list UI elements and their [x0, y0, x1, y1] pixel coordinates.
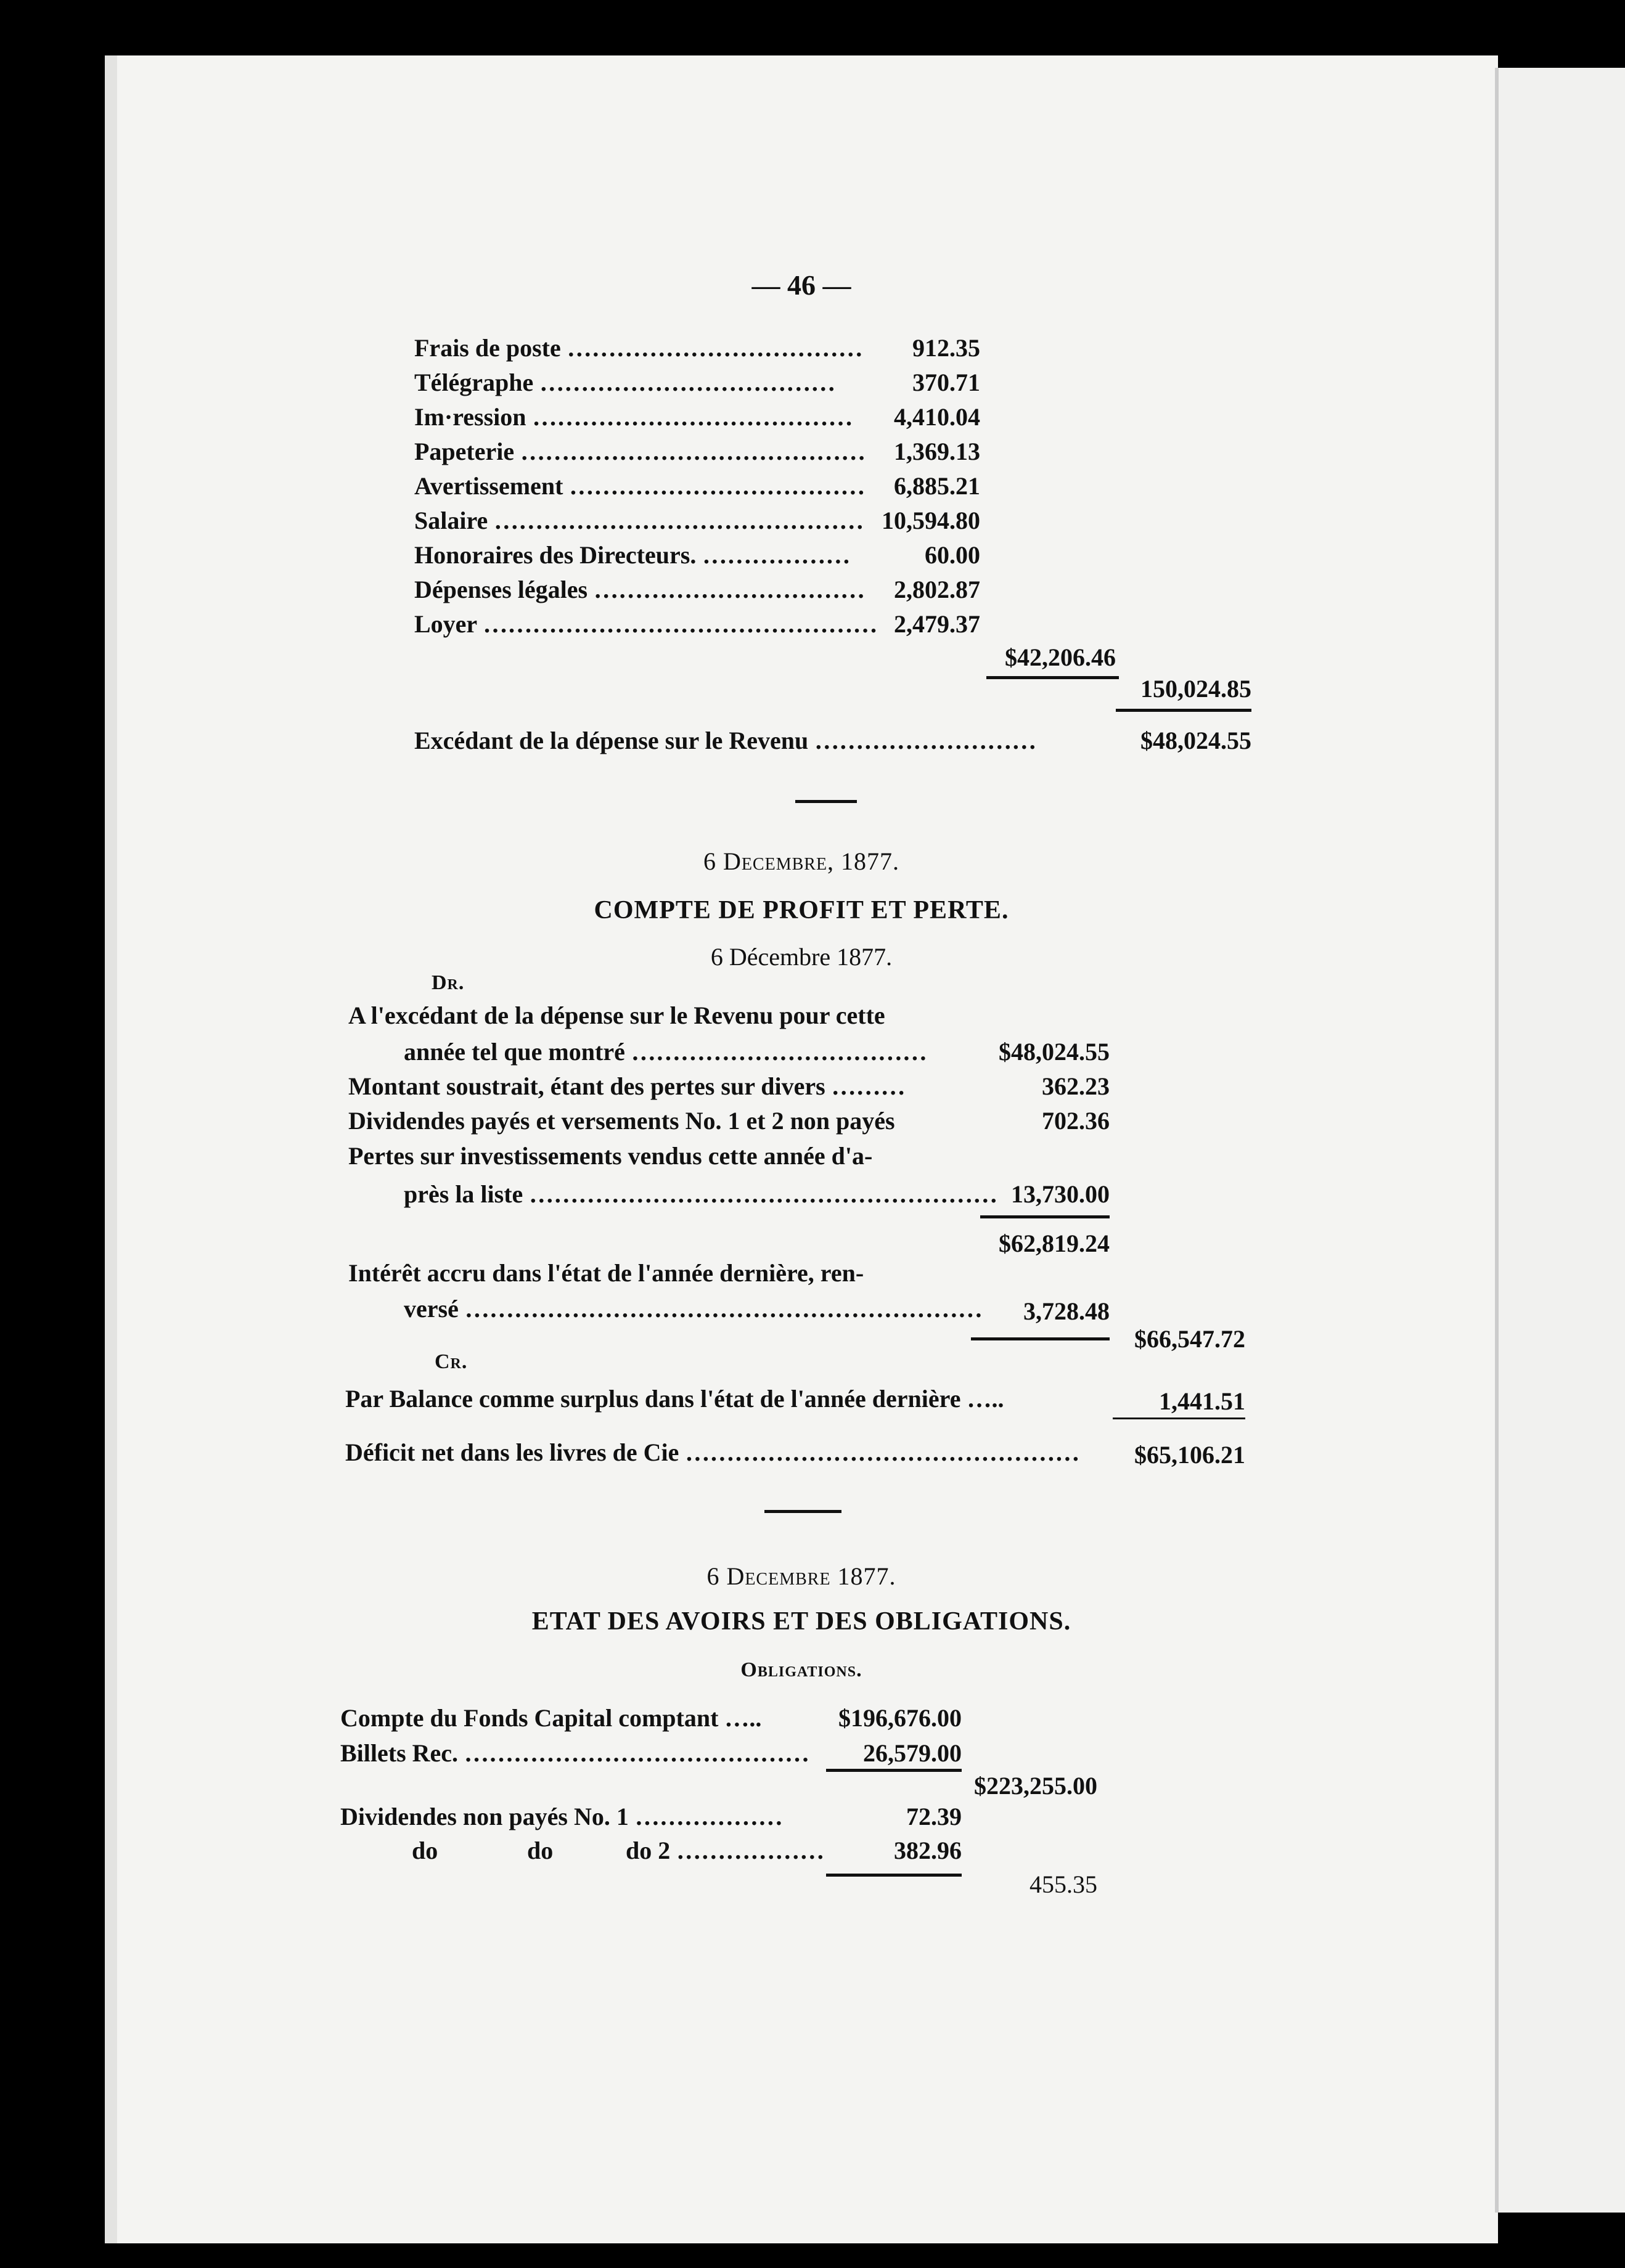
profit-line: A l'excédant de la dépense sur le Revenu pour cette: [348, 1001, 885, 1029]
section1-subdate: 6 Décembre 1877.: [710, 943, 893, 971]
expense-label: Im·ression …………………………………: [414, 403, 853, 431]
expense-label: Loyer …………………………………………: [414, 610, 878, 638]
obligation-subtotal: $223,255.00: [974, 1772, 1097, 1800]
profit-line: Montant soustrait, étant des pertes sur divers ………: [348, 1072, 906, 1100]
deficit-amount: $65,106.21: [1134, 1441, 1245, 1469]
expense-label: Télégraphe ………………………………: [414, 369, 836, 396]
dr-total: $66,547.72: [1134, 1325, 1245, 1353]
page-number: — 46 —: [751, 269, 851, 301]
expense-label: Frais de poste ………………………………: [414, 334, 863, 362]
profit-line: Pertes sur investissements vendus cette année d'a-: [348, 1142, 873, 1170]
ditto-row: do 2 ………………: [626, 1837, 825, 1864]
obligation-row: Billets Rec. ……………………………………: [340, 1739, 810, 1767]
profit-line-amount: 702.36: [1042, 1107, 1110, 1135]
total-rule: [1116, 709, 1251, 712]
dividende-total: 455.35: [1029, 1870, 1097, 1898]
ditto-mark: do: [527, 1837, 554, 1864]
expense-amount: 1,369.13: [894, 438, 980, 465]
dividendes-row: Dividendes non payés No. 1 ………………: [340, 1803, 783, 1830]
dr-label: Dr.: [432, 971, 465, 994]
section-divider: [795, 800, 857, 803]
expense-label: Avertissement ………………………………: [414, 472, 866, 500]
excedant-label: Excédant de la dépense sur le Revenu ………………………: [414, 727, 1037, 754]
section1-title: COMPTE DE PROFIT ET PERTE.: [594, 896, 1009, 924]
section2-subtitle: Obligations.: [740, 1658, 862, 1681]
expense-amount: 4,410.04: [894, 403, 980, 431]
expense-amount: 370.71: [912, 369, 980, 396]
par-balance: Par Balance comme surplus dans l'état de l'année dernière …..: [345, 1385, 1004, 1413]
expense-label: Honoraires des Directeurs. ………………: [414, 541, 851, 569]
facing-page-edge: [1495, 68, 1625, 2213]
expenses-total: 150,024.85: [1140, 675, 1251, 703]
profit-line-amount: 362.23: [1042, 1072, 1110, 1100]
obligation-rule: [826, 1769, 962, 1772]
profit-subtotal: $62,819.24: [999, 1230, 1110, 1257]
profit-line-amount: $48,024.55: [999, 1038, 1110, 1066]
deficit-label: Déficit net dans les livres de Cie …………………………………………: [345, 1438, 1080, 1466]
profit-line: Dividendes payés et versements No. 1 et 2 non payés: [348, 1107, 895, 1135]
dividende-amount: 382.96: [894, 1837, 962, 1864]
expense-amount: 2,802.87: [894, 576, 980, 603]
section1-date-heading: 6 Decembre, 1877.: [703, 847, 900, 875]
cr-label: Cr.: [435, 1350, 468, 1373]
dividende-amount: 72.39: [906, 1803, 962, 1830]
expense-amount: 10,594.80: [882, 507, 980, 534]
section2-title: ETAT DES AVOIRS ET DES OBLIGATIONS.: [531, 1607, 1071, 1636]
section-divider: [764, 1510, 841, 1513]
obligation-amount: 26,579.00: [863, 1739, 962, 1767]
obligation-amount: $196,676.00: [838, 1704, 962, 1732]
ditto-mark: do: [412, 1837, 438, 1864]
par-balance-amount: 1,441.51: [1159, 1387, 1245, 1415]
profit-line-amount: 13,730.00: [1011, 1180, 1110, 1208]
profit-line: près la liste …………………………………………………: [404, 1180, 998, 1208]
expense-label: Papeterie ……………………………………: [414, 438, 866, 465]
obligation-row: Compte du Fonds Capital comptant …..: [340, 1704, 762, 1732]
expense-label: Dépenses légales ……………………………: [414, 576, 866, 603]
expenses-subtotal: $42,206.46: [1005, 643, 1116, 671]
expense-amount: 60.00: [925, 541, 980, 569]
expense-amount: 6,885.21: [894, 472, 980, 500]
excedant-amount: $48,024.55: [1140, 727, 1251, 754]
page-spine-shadow: [105, 55, 117, 2243]
profit-line: année tel que montré ………………………………: [404, 1038, 927, 1066]
interet-line: versé ………………………………………………………: [404, 1295, 983, 1323]
expense-label: Salaire ………………………………………: [414, 507, 864, 534]
deficit-rule: [1113, 1418, 1245, 1419]
expense-amount: 2,479.37: [894, 610, 980, 638]
interet-line: Intérêt accru dans l'état de l'année dernière, ren-: [348, 1259, 864, 1287]
profit-subtotal-rule: [980, 1215, 1110, 1218]
interet-amount: 3,728.48: [1023, 1297, 1110, 1325]
expense-amount: 912.35: [912, 334, 980, 362]
section2-date-heading: 6 Decembre 1877.: [706, 1562, 896, 1590]
